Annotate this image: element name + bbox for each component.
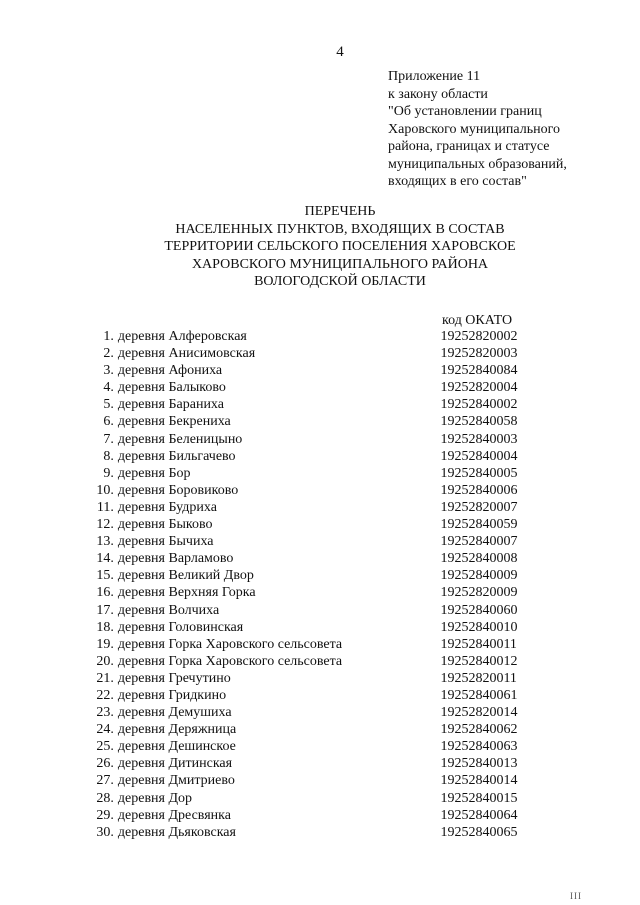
okato-code: 19252840007 <box>440 534 518 550</box>
list-item <box>90 653 540 670</box>
okato-code: 19252840084 <box>440 363 518 379</box>
okato-code: 19252840012 <box>440 653 518 669</box>
settlement-name: деревня Анисимовская <box>117 346 256 362</box>
title-line: НАСЕЛЕННЫХ ПУНКТОВ, ВХОДЯЩИХ В СОСТАВ <box>175 221 505 237</box>
okato-code: 19252840005 <box>440 465 518 481</box>
title-line: ПЕРЕЧЕНЬ <box>304 204 376 219</box>
list-item <box>90 413 540 430</box>
settlement-name: деревня Великий Двор <box>117 568 254 584</box>
item-number: 16. <box>96 585 114 601</box>
item-number: 30. <box>96 824 114 840</box>
settlement-name: деревня Демушиха <box>117 705 232 721</box>
appendix-line: муниципальных образований, <box>388 156 567 172</box>
item-number: 29. <box>96 807 114 823</box>
list-item <box>90 619 540 636</box>
footer-mark: III <box>570 891 582 901</box>
appendix-reference <box>388 68 628 191</box>
item-number: 28. <box>96 790 114 806</box>
okato-code: 19252840061 <box>440 687 518 703</box>
list-item <box>90 533 540 550</box>
list-item <box>90 396 540 413</box>
settlement-name: деревня Горка Харовского сельсовета <box>117 653 343 669</box>
item-number: 27. <box>96 773 114 789</box>
settlement-name: деревня Гречутино <box>117 670 231 686</box>
okato-code: 19252840008 <box>440 551 518 567</box>
list-item <box>90 790 540 807</box>
list-item <box>90 687 540 704</box>
settlement-name: деревня Алферовская <box>117 329 247 344</box>
settlement-name: деревня Дешинское <box>117 739 236 755</box>
list-item <box>90 721 540 738</box>
okato-code: 19252820002 <box>440 329 518 344</box>
settlement-name: деревня Беленицыно <box>117 431 243 447</box>
list-item <box>90 584 540 601</box>
settlement-name: деревня Дьяковская <box>117 824 236 840</box>
settlement-name: деревня Быково <box>117 517 213 533</box>
item-number: 21. <box>96 670 114 686</box>
document-title <box>100 203 580 291</box>
okato-code: 19252840003 <box>440 431 518 447</box>
okato-code: 19252840002 <box>440 397 518 413</box>
item-number: 12. <box>96 517 114 533</box>
okato-code: 19252820007 <box>440 499 518 515</box>
list-item <box>90 670 540 687</box>
okato-code: 19252840011 <box>440 636 517 652</box>
okato-code: 19252820011 <box>440 670 517 686</box>
settlement-name: деревня Афониха <box>117 363 223 379</box>
settlement-name: деревня Боровиково <box>117 482 239 498</box>
item-number: 17. <box>96 602 114 618</box>
settlement-name: деревня Дресвянка <box>117 807 231 823</box>
okato-code-header: код ОКАТО <box>442 313 513 328</box>
page-number: 4 <box>336 44 344 60</box>
list-item <box>90 704 540 721</box>
list-item <box>90 362 540 379</box>
item-number: 2. <box>103 346 114 362</box>
settlement-name: деревня Бор <box>117 465 191 481</box>
item-number: 19. <box>96 636 114 652</box>
list-item <box>90 431 540 448</box>
list-item <box>90 345 540 362</box>
appendix-line: Харовского муниципального <box>388 121 560 137</box>
okato-code: 19252820004 <box>440 380 518 396</box>
list-item <box>90 482 540 499</box>
item-number: 11. <box>96 499 114 515</box>
okato-code: 19252840059 <box>440 517 518 533</box>
item-number: 24. <box>96 722 114 738</box>
list-item <box>90 499 540 516</box>
item-number: 5. <box>103 397 114 413</box>
settlement-name: деревня Деряжница <box>117 722 237 738</box>
appendix-line: Приложение 11 <box>388 69 481 84</box>
settlement-name: деревня Балыково <box>117 380 226 396</box>
okato-code: 19252840014 <box>440 773 518 789</box>
settlement-name: деревня Бычиха <box>117 534 214 550</box>
list-item <box>90 465 540 482</box>
item-number: 1. <box>103 329 114 344</box>
list-item <box>90 550 540 567</box>
appendix-line: района, границах и статусе <box>388 139 550 154</box>
settlement-name: деревня Бараниха <box>117 397 224 413</box>
okato-code: 19252820003 <box>440 346 518 362</box>
okato-code: 19252840058 <box>440 414 518 430</box>
title-line: ХАРОВСКОГО МУНИЦИПАЛЬНОГО РАЙОНА <box>191 256 489 272</box>
list-item <box>90 636 540 653</box>
item-number: 18. <box>96 619 114 635</box>
settlement-name: деревня Волчиха <box>117 602 220 618</box>
item-number: 4. <box>103 380 114 396</box>
item-number: 10. <box>96 482 114 498</box>
list-item <box>90 516 540 533</box>
list-item <box>90 328 540 345</box>
settlement-name: деревня Дитинская <box>117 756 233 772</box>
item-number: 25. <box>96 739 114 755</box>
okato-code: 19252840065 <box>440 824 518 840</box>
item-number: 7. <box>103 431 114 447</box>
list-item <box>90 379 540 396</box>
list-item <box>90 567 540 584</box>
settlement-name: деревня Бекрениха <box>117 414 231 430</box>
list-item <box>90 807 540 824</box>
settlement-name: деревня Головинская <box>117 619 244 635</box>
settlement-name: деревня Варламово <box>117 551 234 567</box>
okato-code: 19252820009 <box>440 585 518 601</box>
settlement-list <box>90 328 540 841</box>
item-number: 20. <box>96 653 114 669</box>
list-item <box>90 824 540 841</box>
list-item <box>90 755 540 772</box>
appendix-line: к закону области <box>388 86 488 102</box>
settlement-name: деревня Верхняя Горка <box>117 585 256 601</box>
settlement-name: деревня Дор <box>117 790 193 806</box>
okato-code: 19252840009 <box>440 568 518 584</box>
list-item <box>90 602 540 619</box>
title-line: ТЕРРИТОРИИ СЕЛЬСКОГО ПОСЕЛЕНИЯ ХАРОВСКОЕ <box>164 239 516 254</box>
settlement-name: деревня Бильгачево <box>117 448 236 464</box>
item-number: 15. <box>96 568 114 584</box>
okato-code: 19252840060 <box>440 602 518 618</box>
settlement-name: деревня Дмитриево <box>117 773 235 789</box>
item-number: 22. <box>96 687 114 703</box>
settlement-name: деревня Горка Харовского сельсовета <box>117 636 343 652</box>
okato-code: 19252820014 <box>440 705 518 721</box>
list-item <box>90 448 540 465</box>
okato-code: 19252840062 <box>440 722 518 738</box>
appendix-line: входящих в его состав" <box>388 174 527 189</box>
list-item <box>90 772 540 789</box>
settlement-name: деревня Гридкино <box>117 687 227 703</box>
item-number: 23. <box>96 705 114 721</box>
okato-code: 19252840004 <box>440 448 518 464</box>
settlement-name: деревня Будриха <box>117 499 217 515</box>
item-number: 13. <box>96 534 114 550</box>
item-number: 9. <box>103 465 114 481</box>
item-number: 26. <box>96 756 114 772</box>
list-item <box>90 738 540 755</box>
okato-code: 19252840064 <box>440 807 518 823</box>
title-line: ВОЛОГОДСКОЙ ОБЛАСТИ <box>254 274 426 289</box>
okato-code: 19252840006 <box>440 482 518 498</box>
okato-code: 19252840010 <box>440 619 518 635</box>
item-number: 14. <box>96 551 114 567</box>
item-number: 8. <box>103 448 114 464</box>
okato-code: 19252840063 <box>440 739 518 755</box>
okato-code: 19252840013 <box>440 756 518 772</box>
appendix-line: "Об установлении границ <box>388 104 542 119</box>
okato-code: 19252840015 <box>440 790 518 806</box>
item-number: 6. <box>103 414 114 430</box>
item-number: 3. <box>103 363 114 379</box>
